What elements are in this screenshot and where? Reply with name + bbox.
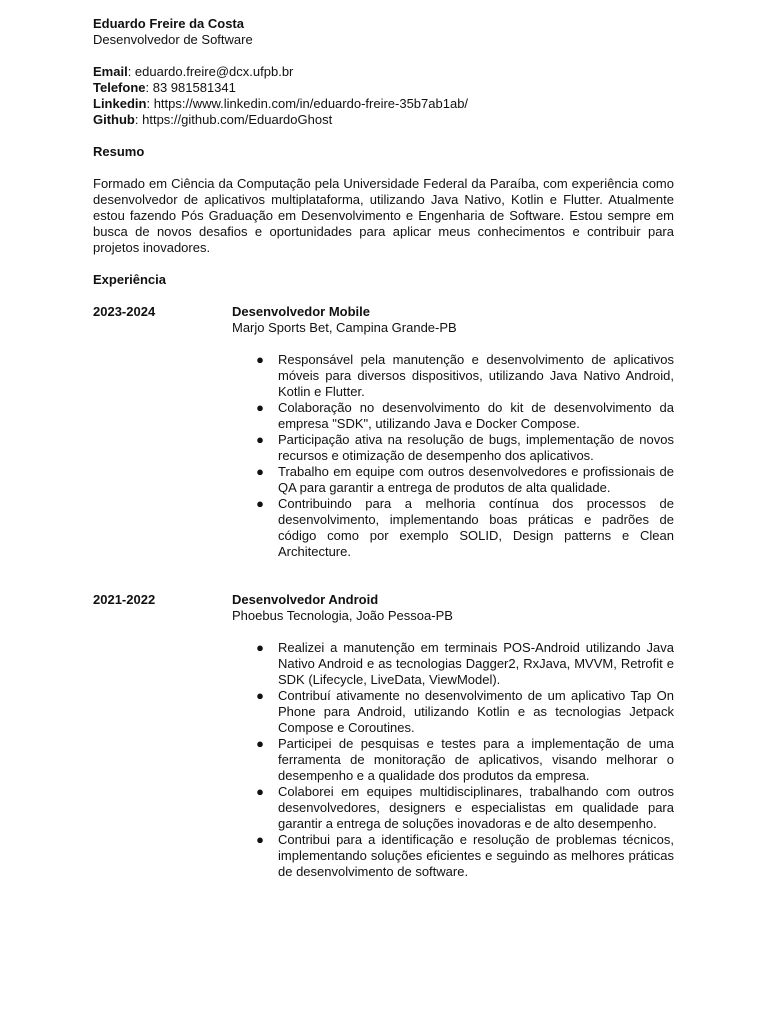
job-bullets	[232, 640, 674, 880]
list-item	[232, 784, 674, 832]
job-title: Desenvolvedor Mobile	[232, 304, 370, 319]
bullet-icon: ●	[256, 432, 264, 447]
job-body	[232, 592, 674, 880]
list-item	[232, 832, 674, 880]
resume-page	[93, 16, 674, 880]
spacer	[232, 624, 674, 640]
job-company: Phoebus Tecnologia, João Pessoa-PB	[232, 608, 453, 623]
bullet-icon: ●	[256, 688, 264, 703]
email-link[interactable]: eduardo.freire@dcx.ufpb.br	[134, 64, 294, 79]
bullet-icon: ●	[256, 640, 264, 655]
bullet-text: Contribuí ativamente no desenvolvimento de um aplicativo Tap On Phone para Android, utilizando Kotlin e as tecnologias Jetpack Compose e Coroutines.	[278, 688, 674, 735]
separator: :	[145, 80, 153, 95]
github-link[interactable]: https://github.com/EduardoGhost	[142, 112, 333, 127]
summary-text: Formado em Ciência da Computação pela Universidade Federal da Paraíba, com experiência como desenvolvedor de aplicativos multiplataforma, utilizando Java Nativo, Kotlin e Flutter. Atualmente estou fazendo Pós Graduação em Desenvolvimento e Engenharia de Software. Estou sempre em busca de novos desafios e oportunidades para aplicar meus conhecimentos e contribuir para projetos inovadores.	[93, 176, 674, 255]
candidate-name: Eduardo Freire da Costa	[93, 16, 244, 31]
spacer	[93, 48, 674, 64]
bullet-text: Colaborei em equipes multidisciplinares, trabalhando com outros desenvolvedores, designers e especialistas em qualidade para garantir a entrega de soluções inovadoras e de alto desempenho.	[278, 784, 674, 831]
header	[93, 16, 674, 48]
spacer	[93, 288, 674, 304]
bullet-text: Participação ativa na resolução de bugs, implementação de novos recursos e otimização de desempenho dos aplicativos.	[278, 432, 674, 463]
bullet-icon: ●	[256, 832, 264, 847]
list-item	[232, 640, 674, 688]
job-entry	[93, 592, 674, 880]
job-period: 2021-2022	[93, 592, 156, 607]
job-period: 2023-2024	[93, 304, 156, 319]
separator: :	[146, 96, 154, 111]
spacer	[93, 560, 674, 576]
list-item	[232, 432, 674, 464]
linkedin-link[interactable]: https://www.linkedin.com/in/eduardo-freire-35b7ab1ab/	[153, 96, 469, 111]
bullet-text: Responsável pela manutenção e desenvolvimento de aplicativos móveis para diversos dispositivos, utilizando Java Nativo Android, Kotlin e Flutter.	[278, 352, 674, 399]
spacer	[93, 576, 674, 592]
bullet-icon: ●	[256, 496, 264, 511]
job-body	[232, 304, 674, 560]
bullet-text: Contribui para a identificação e resolução de problemas técnicos, implementando soluções eficientes e seguindo as melhores práticas de desenvolvimento de software.	[278, 832, 674, 879]
job-bullets	[232, 352, 674, 560]
bullet-text: Realizei a manutenção em terminais POS-Android utilizando Java Nativo Android e as tecnologias Dagger2, RxJava, MVVM, Retrofit e SDK (Lifecycle, LiveData, ViewModel).	[278, 640, 674, 687]
spacer	[93, 160, 674, 176]
experience-section	[93, 272, 674, 880]
spacer	[93, 256, 674, 272]
list-item	[232, 464, 674, 496]
summary-section	[93, 144, 674, 256]
phone-label: Telefone	[93, 80, 146, 95]
bullet-text: Colaboração no desenvolvimento do kit de desenvolvimento da empresa "SDK", utilizando Java e Docker Compose.	[278, 400, 674, 431]
bullet-text: Contribuindo para a melhoria contínua dos processos de desenvolvimento, implementando boas práticas e padrões de código como por exemplo SOLID, Design patterns e Clean Architecture.	[278, 496, 674, 559]
separator: :	[127, 64, 135, 79]
spacer	[93, 128, 674, 144]
phone-value: 83 981581341	[152, 80, 236, 95]
separator: :	[134, 112, 143, 127]
contact-github	[93, 112, 674, 128]
email-label: Email	[93, 64, 128, 79]
experience-title: Experiência	[93, 272, 166, 287]
summary-title: Resumo	[93, 144, 145, 159]
list-item	[232, 688, 674, 736]
linkedin-label: Linkedin	[93, 96, 147, 111]
bullet-icon: ●	[256, 400, 264, 415]
bullet-text: Participei de pesquisas e testes para a implementação de uma ferramenta de monitoração de aplicativos, visando melhorar o desempenho e a qualidade dos produtos da empresa.	[278, 736, 674, 783]
job-company: Marjo Sports Bet, Campina Grande-PB	[232, 320, 457, 335]
bullet-icon: ●	[256, 736, 264, 751]
candidate-role: Desenvolvedor de Software	[93, 32, 253, 47]
job-entry	[93, 304, 674, 560]
list-item	[232, 352, 674, 400]
bullet-text: Trabalho em equipe com outros desenvolvedores e profissionais de QA para garantir a entrega de produtos de alta qualidade.	[278, 464, 674, 495]
list-item	[232, 400, 674, 432]
bullet-icon: ●	[256, 784, 264, 799]
bullet-icon: ●	[256, 352, 264, 367]
contact-block	[93, 64, 674, 128]
list-item	[232, 736, 674, 784]
contact-linkedin	[93, 96, 674, 112]
contact-email	[93, 64, 674, 80]
contact-phone	[93, 80, 674, 96]
job-title: Desenvolvedor Android	[232, 592, 379, 607]
github-label: Github	[93, 112, 135, 127]
spacer	[232, 336, 674, 352]
bullet-icon: ●	[256, 464, 264, 479]
list-item	[232, 496, 674, 560]
